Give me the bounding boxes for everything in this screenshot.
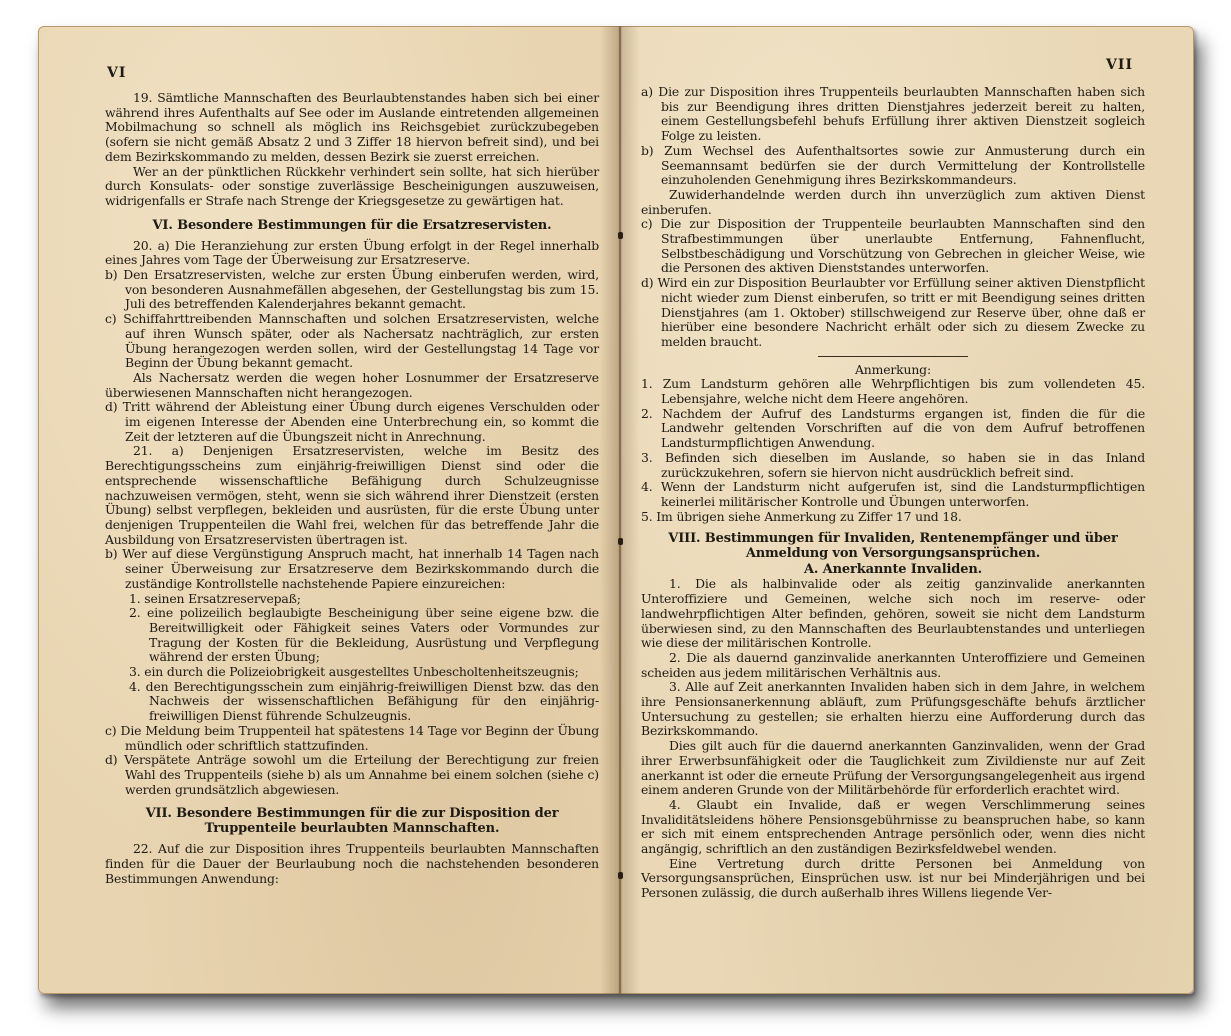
anmerkung-title: Anmerkung:	[854, 361, 931, 377]
left-page-text	[105, 91, 599, 886]
paragraph-21b: b) Wer auf diese Vergünstigung Anspruch macht, hat innerhalb 14 Tagen nach seiner Überweisung zur Ersatzreserve dem Bezirkskommando durch die zuständige Kontrollstelle nachstehende Papiere einzureichen:	[105, 546, 599, 591]
anmerkung-item: 3. Befinden sich dieselben im Auslande, so haben sie in das Inland zurückzukehren, sofern sie hiervon nicht ausdrücklich befreit sind.	[641, 449, 1145, 480]
list-item: 1. seinen Ersatzreservepaß;	[129, 590, 301, 606]
section-heading-vi: VI. Besondere Bestimmungen für die Ersatzreservisten.	[152, 217, 552, 233]
paragraph-22b-continued: Zuwiderhandelnde werden durch ihn unverzüglich zum aktiven Dienst einberufen.	[641, 186, 1145, 217]
left-page	[38, 26, 620, 994]
paragraph-20a: 20. a) Die Heranziehung zur ersten Übung erfolgt in der Regel innerhalb eines Jahres vom Tage der Überweisung zur Ersatzreserve.	[105, 237, 599, 268]
paragraph-21a: 21. a) Denjenigen Ersatzreservisten, welche im Besitz des Berechtigungsscheins zum einjährig-freiwilligen Dienst sind oder die entsprechende wissenschaftliche Befähigung durch Schulzeugnisse nachzuweisen vermögen, steht, wenn sie sich während ihrer Dienstzeit (ersten Übung) selbst verpflegen, bekleiden und ausrüsten, für die erste Übung unter denjenigen Truppenteilen die Wahl frei, welchen für das betreffende Jahr die Ausbildung von Ersatzreservisten übertragen ist.	[105, 443, 599, 547]
paragraph-a1: 1. Die als halbinvalide oder als zeitig ganzinvalide anerkannten Unteroffiziere und Gemeinen, welche sich noch im reserve- oder landwehrpflichtigen Alter befinden, gehören, soweit sie nicht dem Landsturm überwiesen sind, zu den Mannschaften des Beurlaubtenstandes und unterliegen wie diese der militärischen Kontrolle.	[641, 576, 1145, 651]
paragraph-a3-continued: Dies gilt auch für die dauernd anerkannten Ganzinvaliden, wenn der Grad ihrer Erwerbsunfähigkeit oder die Tauglichkeit zum Zivildienste nur auf Zeit anerkannt ist oder die erneute Prüfung der Versorgungsangelegenheit aus irgend einem anderen Grunde von der Militärbehörde für erforderlich erachtet wird.	[641, 738, 1145, 798]
paragraph-21c: c) Die Meldung beim Truppenteil hat spätestens 14 Tage vor Beginn der Übung mündlich oder schriftlich stattzufinden.	[105, 722, 599, 753]
paragraph-a4-continued: Eine Vertretung durch dritte Personen bei Anmeldung von Versorgungsansprüchen, Einsprüchen usw. ist nur bei Minderjährigen und bei Personen zulässig, die durch außerhalb ihres Willens liegende Ver-	[641, 855, 1145, 901]
staple-hole	[618, 538, 623, 545]
paragraph-20b: b) Den Ersatzreservisten, welche zur ersten Übung einberufen werden, wird, von besonderen Ausnahmefällen abgesehen, der Gestellungstag bis zum 15. Juli des betreffenden Kalenderjahres bekannt gemacht.	[105, 267, 599, 312]
paragraph-20c: c) Schiffahrttreibenden Mannschaften und solchen Ersatzreservisten, welche auf ihren Wunsch später, oder als Nachersatz nachträglich, zur ersten Übung herangezogen werden sollen, wird der Gestellungstag 14 Tage vor Beginn der Übung bekannt gemacht.	[105, 311, 599, 371]
page-number-left: VI	[107, 65, 127, 81]
paragraph-22c: c) Die zur Disposition der Truppenteile beurlaubten Mannschaften sind den Strafbestimmungen über unerlaubte Entfernung, Fahnenflucht, Selbstbeschädigung und Vorschützung von Gebrechen in gleicher Weise, wie die Personen des aktiven Dienststandes unterworfen.	[641, 216, 1145, 276]
section-heading-viii: VIII. Bestimmungen für Invaliden, Rentenempfänger und über Anmeldung von Versorgungsansprüchen.	[668, 531, 1118, 562]
staple-hole	[618, 232, 623, 239]
anmerkung-item: 4. Wenn der Landsturm nicht aufgerufen ist, sind die Landsturmpflichtigen keinerlei militärischer Kontrolle und Übungen unterworfen.	[641, 479, 1145, 509]
list-item: 2. eine polizeilich beglaubigte Bescheinigung über seine eigene bzw. die Bereitwilligkeit oder Fähigkeit seines Vaters oder Vormundes zur Tragung der Kosten für die Bekleidung, Ausrüstung und Verpflegung während der ersten Übung;	[129, 605, 599, 665]
list-item: 3. ein durch die Polizeiobrigkeit ausgestelltes Unbescholtenheitszeugnis;	[129, 664, 579, 680]
open-booklet	[38, 26, 1194, 994]
page-number-right: VII	[1106, 57, 1133, 73]
paragraph-21d: d) Verspätete Anträge sowohl um die Erteilung der Berechtigung zur freien Wahl des Truppenteils (siehe b) als um Annahme bei einem solchen (siehe c) werden grundsätzlich abgewiesen.	[105, 752, 599, 797]
paragraph-a2: 2. Die als dauernd ganzinvalide anerkannten Unteroffiziere und Gemeinen scheiden aus jedem militärischen Verhältnis aus.	[641, 649, 1145, 680]
anmerkung-item: 2. Nachdem der Aufruf des Landsturms ergangen ist, finden die für die Landwehr geltenden Vorschriften auf die von dem Aufruf betroffenen Landsturmpflichtigen Anwendung.	[641, 405, 1145, 451]
divider-line	[818, 356, 968, 357]
paragraph-22a: a) Die zur Disposition ihres Truppenteils beurlaubten Mannschaften haben sich bis zur Beendigung ihres dritten Dienstjahres jederzeit bereit zu halten, einem Gestellungsbefehl behufs Erfüllung ihrer aktiven Dienstzeit sogleich Folge zu leisten.	[641, 84, 1145, 144]
paragraph-20c-continued: Als Nachersatz werden die wegen hoher Losnummer der Ersatzreserve überwiesenen Mannschaften nicht herangezogen.	[105, 369, 599, 400]
paragraph-22: 22. Auf die zur Disposition ihres Truppenteils beurlaubten Mannschaften finden für die Dauer der Beurlaubung noch die nachstehenden besonderen Bestimmungen Anwendung:	[105, 841, 599, 886]
paragraph-22d: d) Wird ein zur Disposition Beurlaubter vor Erfüllung seiner aktiven Dienstpflicht nicht wieder zum Dienst einberufen, so tritt er mit Beendigung seines dritten Dienstjahres (am 1. Oktober) stillschweigend zur Reserve über, ohne daß er hierüber eine besondere Nachricht erhält oder sich zu diesem Zwecke zu melden braucht.	[641, 275, 1145, 349]
staple-hole	[618, 872, 623, 879]
paragraph-19: 19. Sämtliche Mannschaften des Beurlaubtenstandes haben sich bei einer während ihres Aufenthalts auf See oder im Auslande eintretenden allgemeinen Mobilmachung so schnell als möglich ins Reichsgebiet zurückzubegeben (sofern sie nicht gemäß Absatz 2 und 3 Ziffer 18 hiervon befreit sind), und bei dem Bezirkskommando zu melden, dessen Bezirk sie zuerst erreichen.	[105, 90, 599, 164]
right-page-text	[641, 85, 1145, 901]
right-page	[620, 26, 1194, 994]
anmerkung-item: 1. Zum Landsturm gehören alle Wehrpflichtigen bis zum vollendeten 45. Lebensjahre, welche nicht dem Heere angehören.	[641, 376, 1145, 407]
list-item: 4. den Berechtigungsschein zum einjährig-freiwilligen Dienst bzw. das den Nachweis der wissenschaftlichen Befähigung für den einjährig-freiwilligen Dienst führende Schulzeugnis.	[129, 678, 599, 724]
paragraph-20d: d) Tritt während der Ableistung einer Übung durch eigenes Verschulden oder im eigenen Interesse der Abenden eine Unterbrechung ein, so kommt die Zeit der letzteren auf die Übungszeit nicht in Anrechnung.	[105, 399, 599, 444]
paragraph-19-continued: Wer an der pünktlichen Rückkehr verhindert sein sollte, hat sich hierüber durch Konsulats- oder sonstige zuverlässige Bescheinigungen auszuweisen, widrigenfalls er Strafe nach Strenge der Kriegsgesetze zu gewärtigen hat.	[105, 163, 599, 208]
anmerkung-item: 5. Im übrigen siehe Anmerkung zu Ziffer 17 und 18.	[641, 508, 962, 524]
paragraph-a4: 4. Glaubt ein Invalide, daß er wegen Verschlimmerung seines Invaliditätsleidens höhere Pensionsgebührnisse zu beanspruchen habe, so kann er sich mit einem entsprechenden Antrage persönlich oder, wenn dies nicht angängig, schriftlich an den zuständigen Bezirksfeldwebel wenden.	[641, 796, 1145, 857]
paragraph-22b: b) Zum Wechsel des Aufenthaltsortes sowie zur Anmusterung durch ein Seemannsamt bedürfen sie der durch Vermittelung der Kontrollstelle einzuholenden Genehmigung ihres Bezirkskommandeurs.	[641, 142, 1145, 188]
subsection-heading-a: A. Anerkannte Invaliden.	[803, 562, 983, 578]
section-heading-vii: VII. Besondere Bestimmungen für die zur Disposition der Truppenteile beurlaubten Mannschaften.	[145, 806, 559, 837]
paragraph-a3: 3. Alle auf Zeit anerkannten Invaliden haben sich in dem Jahre, in welchem ihre Pensionsanerkennung abläuft, zum Prüfungsgeschäfte behufs ärztlicher Untersuchung zu gestellen; sie erhalten hierzu eine Aufforderung durch das Bezirkskommando.	[641, 679, 1145, 739]
